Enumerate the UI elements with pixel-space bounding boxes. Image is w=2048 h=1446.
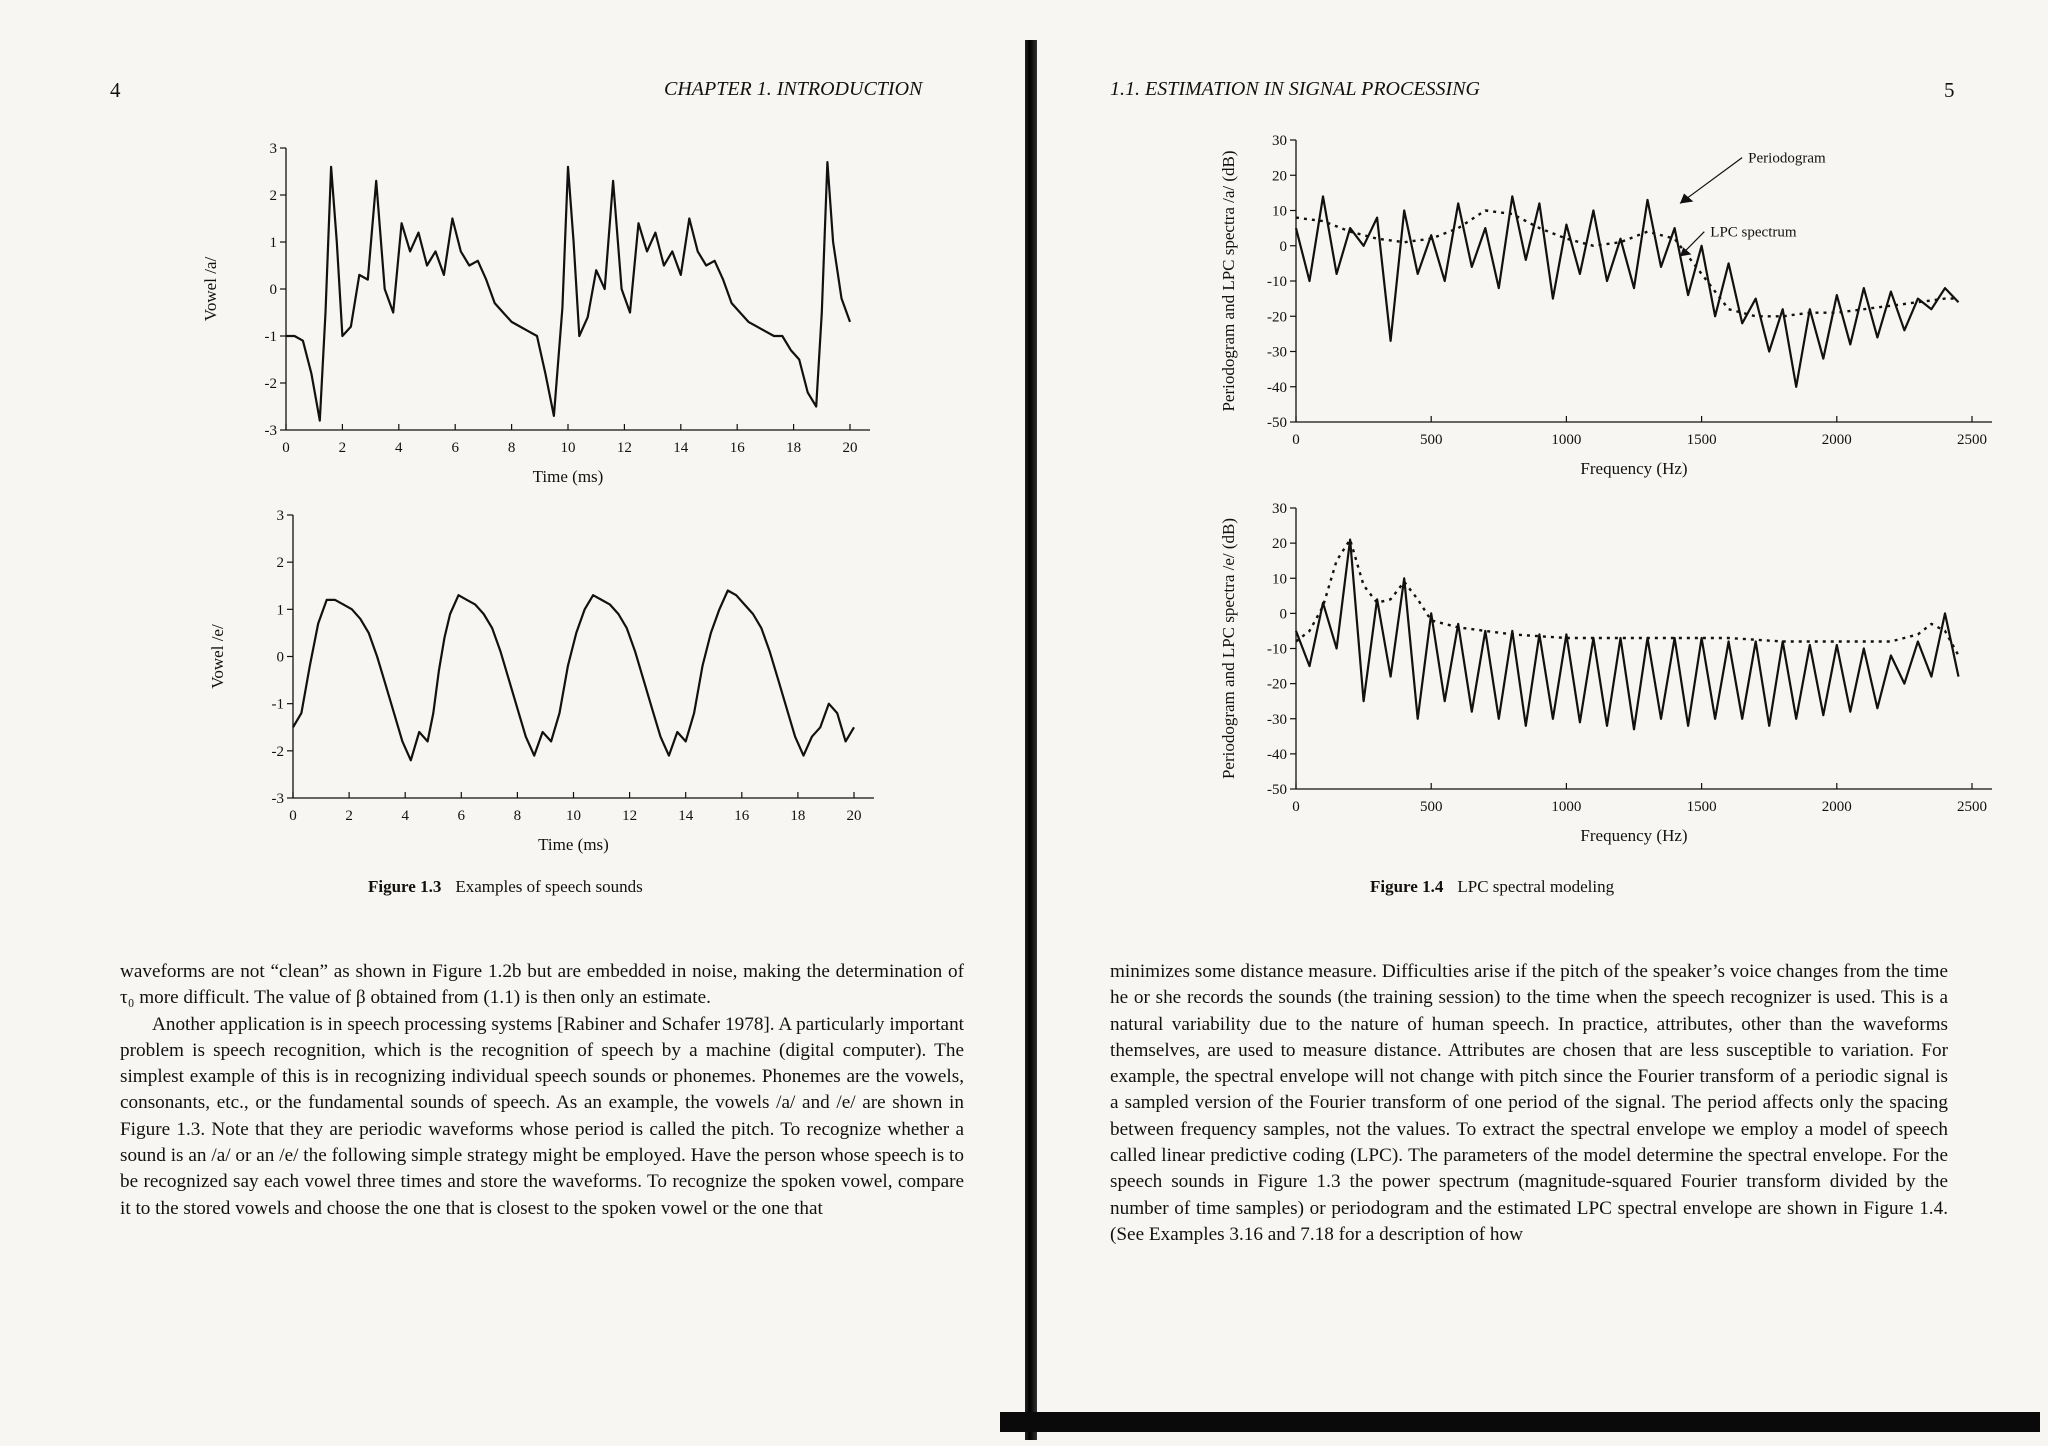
series-line-periodogram bbox=[1296, 540, 1959, 730]
left-body-text bbox=[120, 959, 964, 1222]
y-tick-label: -20 bbox=[1267, 309, 1287, 326]
y-tick-label: 10 bbox=[1272, 571, 1287, 588]
y-tick-label: -40 bbox=[1267, 379, 1287, 396]
x-tick-label: 1000 bbox=[1551, 432, 1582, 448]
y-tick-label: 0 bbox=[1279, 606, 1287, 623]
x-tick-label: 0 bbox=[282, 440, 290, 456]
y-tick-label: -50 bbox=[1267, 415, 1287, 431]
x-tick-label: 500 bbox=[1419, 799, 1443, 815]
y-tick-label: 2 bbox=[276, 555, 284, 572]
x-tick-label: 2500 bbox=[1957, 799, 1987, 815]
x-tick-label: 12 bbox=[622, 808, 638, 824]
x-axis-label: Time (ms) bbox=[538, 835, 609, 854]
x-tick-label: 0 bbox=[1292, 432, 1300, 448]
x-tick-label: 20 bbox=[846, 808, 862, 824]
paragraph: waveforms are not “clean” as shown in Figure 1.2b but are embedded in noise, making the determination of τ₀ more difficult. The value of β obtained from (1.1) is then only an estimate. bbox=[120, 961, 964, 1009]
x-axis-label: Frequency (Hz) bbox=[1580, 826, 1688, 845]
y-axis-label: Vowel /a/ bbox=[201, 256, 220, 322]
running-head: 1.1. ESTIMATION IN SIGNAL PROCESSING bbox=[1110, 78, 1480, 100]
x-tick-label: 4 bbox=[401, 808, 409, 824]
x-tick-label: 2000 bbox=[1821, 799, 1852, 815]
x-tick-label: 14 bbox=[678, 808, 694, 824]
x-tick-label: 10 bbox=[560, 440, 576, 456]
y-tick-label: -50 bbox=[1267, 782, 1287, 798]
x-tick-label: 10 bbox=[566, 808, 581, 824]
x-tick-label: 2 bbox=[345, 808, 353, 824]
x-tick-label: 2000 bbox=[1821, 432, 1852, 448]
y-tick-label: 0 bbox=[269, 282, 277, 298]
chart-spectrum-a bbox=[1190, 100, 1990, 490]
y-tick-label: -2 bbox=[264, 376, 277, 392]
paragraph: Another application is in speech processing systems [Rabiner and Schafer 1978]. A particularly important problem is speech recognition, which is the recognition of speech by a machine (digital computer). The simplest example of this is in recognizing individual speech sounds or phonemes. Phonemes are the vowels, consonants, etc., or the fundamental sounds of speech. As an example, the vowels /a/ and /e/ are shown in Figure 1.3. Note that they are periodic waveforms whose period is called the pitch. To recognize whether a sound is an /a/ or an /e/ the following simple strategy might be employed. Have the person whose speech is to be recognized say each vowel three times and store the waveforms. To recognize the spoken vowel, compare it to the stored vowels and choose the one that is closest to the spoken vowel or the one that bbox=[120, 1013, 964, 1219]
y-tick-label: -3 bbox=[271, 791, 284, 807]
y-tick-label: -2 bbox=[271, 743, 284, 760]
y-tick-label: 0 bbox=[276, 649, 284, 666]
chart-vowel-e bbox=[150, 500, 910, 865]
page-number: 5 bbox=[1944, 78, 1955, 102]
right-page bbox=[1040, 0, 2048, 1446]
x-tick-label: 1500 bbox=[1686, 432, 1717, 448]
y-tick-label: 30 bbox=[1272, 133, 1287, 149]
lpc-arrowhead bbox=[1680, 247, 1691, 256]
x-tick-label: 12 bbox=[616, 440, 632, 456]
series-line-waveform bbox=[286, 162, 850, 421]
x-tick-label: 0 bbox=[1292, 799, 1300, 815]
y-axis-label: Periodogram and LPC spectra /a/ (dB) bbox=[1219, 150, 1238, 412]
x-axis-label: Time (ms) bbox=[532, 467, 604, 486]
figure-caption bbox=[1370, 877, 1614, 897]
figure-caption-text: LPC spectral modeling bbox=[1457, 877, 1615, 896]
y-tick-label: 0 bbox=[1279, 238, 1287, 255]
x-tick-label: 14 bbox=[673, 440, 689, 456]
x-axis-label: Frequency (Hz) bbox=[1580, 459, 1688, 478]
x-tick-label: 6 bbox=[457, 808, 466, 824]
y-axis-label: Periodogram and LPC spectra /e/ (dB) bbox=[1219, 517, 1238, 780]
y-tick-label: 1 bbox=[269, 235, 277, 251]
paragraph: minimizes some distance measure. Difficulties arise if the pitch of the speaker’s voice changes from the time he or she records the sounds (the training session) to the time when the speech recognizer is used. This is a natural variability due to the nature of human speech. In practice, attributes, other than the waveforms themselves, are used to measure distance. Attributes are chosen that are less susceptible to variation. For example, the spectral envelope will not change with pitch since the Fourier transform of a periodic signal is a sampled version of the Fourier transform of one period of the signal. The period affects only the spacing between frequency samples, not the values. To extract the spectral envelope we employ a model of speech called linear predictive coding (LPC). The parameters of the model determine the spectral envelope. For the speech sounds in Figure 1.3 the power spectrum (magnitude-squared Fourier transform divided by the number of time samples) or periodogram and the estimated LPC spectral envelope are shown in Figure 1.4. (See Examples 3.16 and 7.18 for a description of how bbox=[1110, 961, 1948, 1245]
y-tick-label: -1 bbox=[264, 329, 277, 345]
x-tick-label: 500 bbox=[1419, 432, 1443, 448]
y-axis-label: Vowel /e/ bbox=[208, 624, 227, 689]
y-tick-label: -30 bbox=[1267, 344, 1287, 361]
x-tick-label: 1500 bbox=[1686, 799, 1717, 815]
figure-caption-label: Figure 1.3 bbox=[368, 877, 442, 896]
x-tick-label: 18 bbox=[790, 808, 806, 824]
x-tick-label: 2500 bbox=[1957, 432, 1987, 448]
x-tick-label: 8 bbox=[507, 440, 516, 456]
y-tick-label: 10 bbox=[1272, 203, 1287, 220]
running-head: CHAPTER 1. INTRODUCTION bbox=[664, 78, 923, 100]
y-tick-label: -1 bbox=[271, 696, 284, 713]
series-line-waveform bbox=[293, 591, 854, 761]
x-tick-label: 0 bbox=[289, 808, 297, 824]
y-tick-label: -3 bbox=[264, 423, 277, 439]
series-line-periodogram bbox=[1296, 196, 1959, 386]
figure-caption-text: Examples of speech sounds bbox=[455, 877, 643, 896]
y-tick-label: -10 bbox=[1267, 641, 1287, 658]
right-body-text bbox=[1110, 959, 1948, 1248]
chart-spectrum-e bbox=[1190, 475, 1990, 870]
x-tick-label: 6 bbox=[451, 440, 459, 456]
x-tick-label: 2 bbox=[338, 440, 347, 456]
y-tick-label: 2 bbox=[269, 188, 277, 204]
x-tick-label: 8 bbox=[513, 808, 522, 824]
y-tick-label: -20 bbox=[1267, 676, 1287, 693]
y-tick-label: 20 bbox=[1272, 536, 1287, 553]
figure-caption bbox=[368, 877, 643, 897]
periodogram-annotation: Periodogram bbox=[1748, 150, 1826, 167]
y-tick-label: 20 bbox=[1272, 168, 1287, 185]
y-tick-label: 3 bbox=[269, 141, 277, 157]
y-tick-label: -40 bbox=[1267, 746, 1287, 763]
x-tick-label: 4 bbox=[395, 440, 403, 456]
left-page bbox=[0, 0, 1010, 1446]
y-tick-label: 1 bbox=[276, 602, 284, 619]
y-tick-label: -30 bbox=[1267, 711, 1287, 728]
lpc-annotation: LPC spectrum bbox=[1710, 224, 1797, 241]
figure-caption-label: Figure 1.4 bbox=[1370, 877, 1444, 896]
chart-vowel-a bbox=[150, 130, 910, 490]
page-number: 4 bbox=[110, 78, 121, 102]
periodogram-pointer bbox=[1680, 158, 1742, 204]
x-tick-label: 20 bbox=[842, 440, 858, 456]
y-tick-label: -10 bbox=[1267, 274, 1287, 290]
y-tick-label: 3 bbox=[276, 508, 284, 524]
book-binding-gutter bbox=[1025, 40, 1037, 1440]
x-tick-label: 1000 bbox=[1551, 799, 1582, 815]
x-tick-label: 18 bbox=[786, 440, 802, 456]
y-tick-label: 30 bbox=[1272, 501, 1287, 517]
x-tick-label: 16 bbox=[734, 808, 750, 824]
x-tick-label: 16 bbox=[729, 440, 745, 456]
